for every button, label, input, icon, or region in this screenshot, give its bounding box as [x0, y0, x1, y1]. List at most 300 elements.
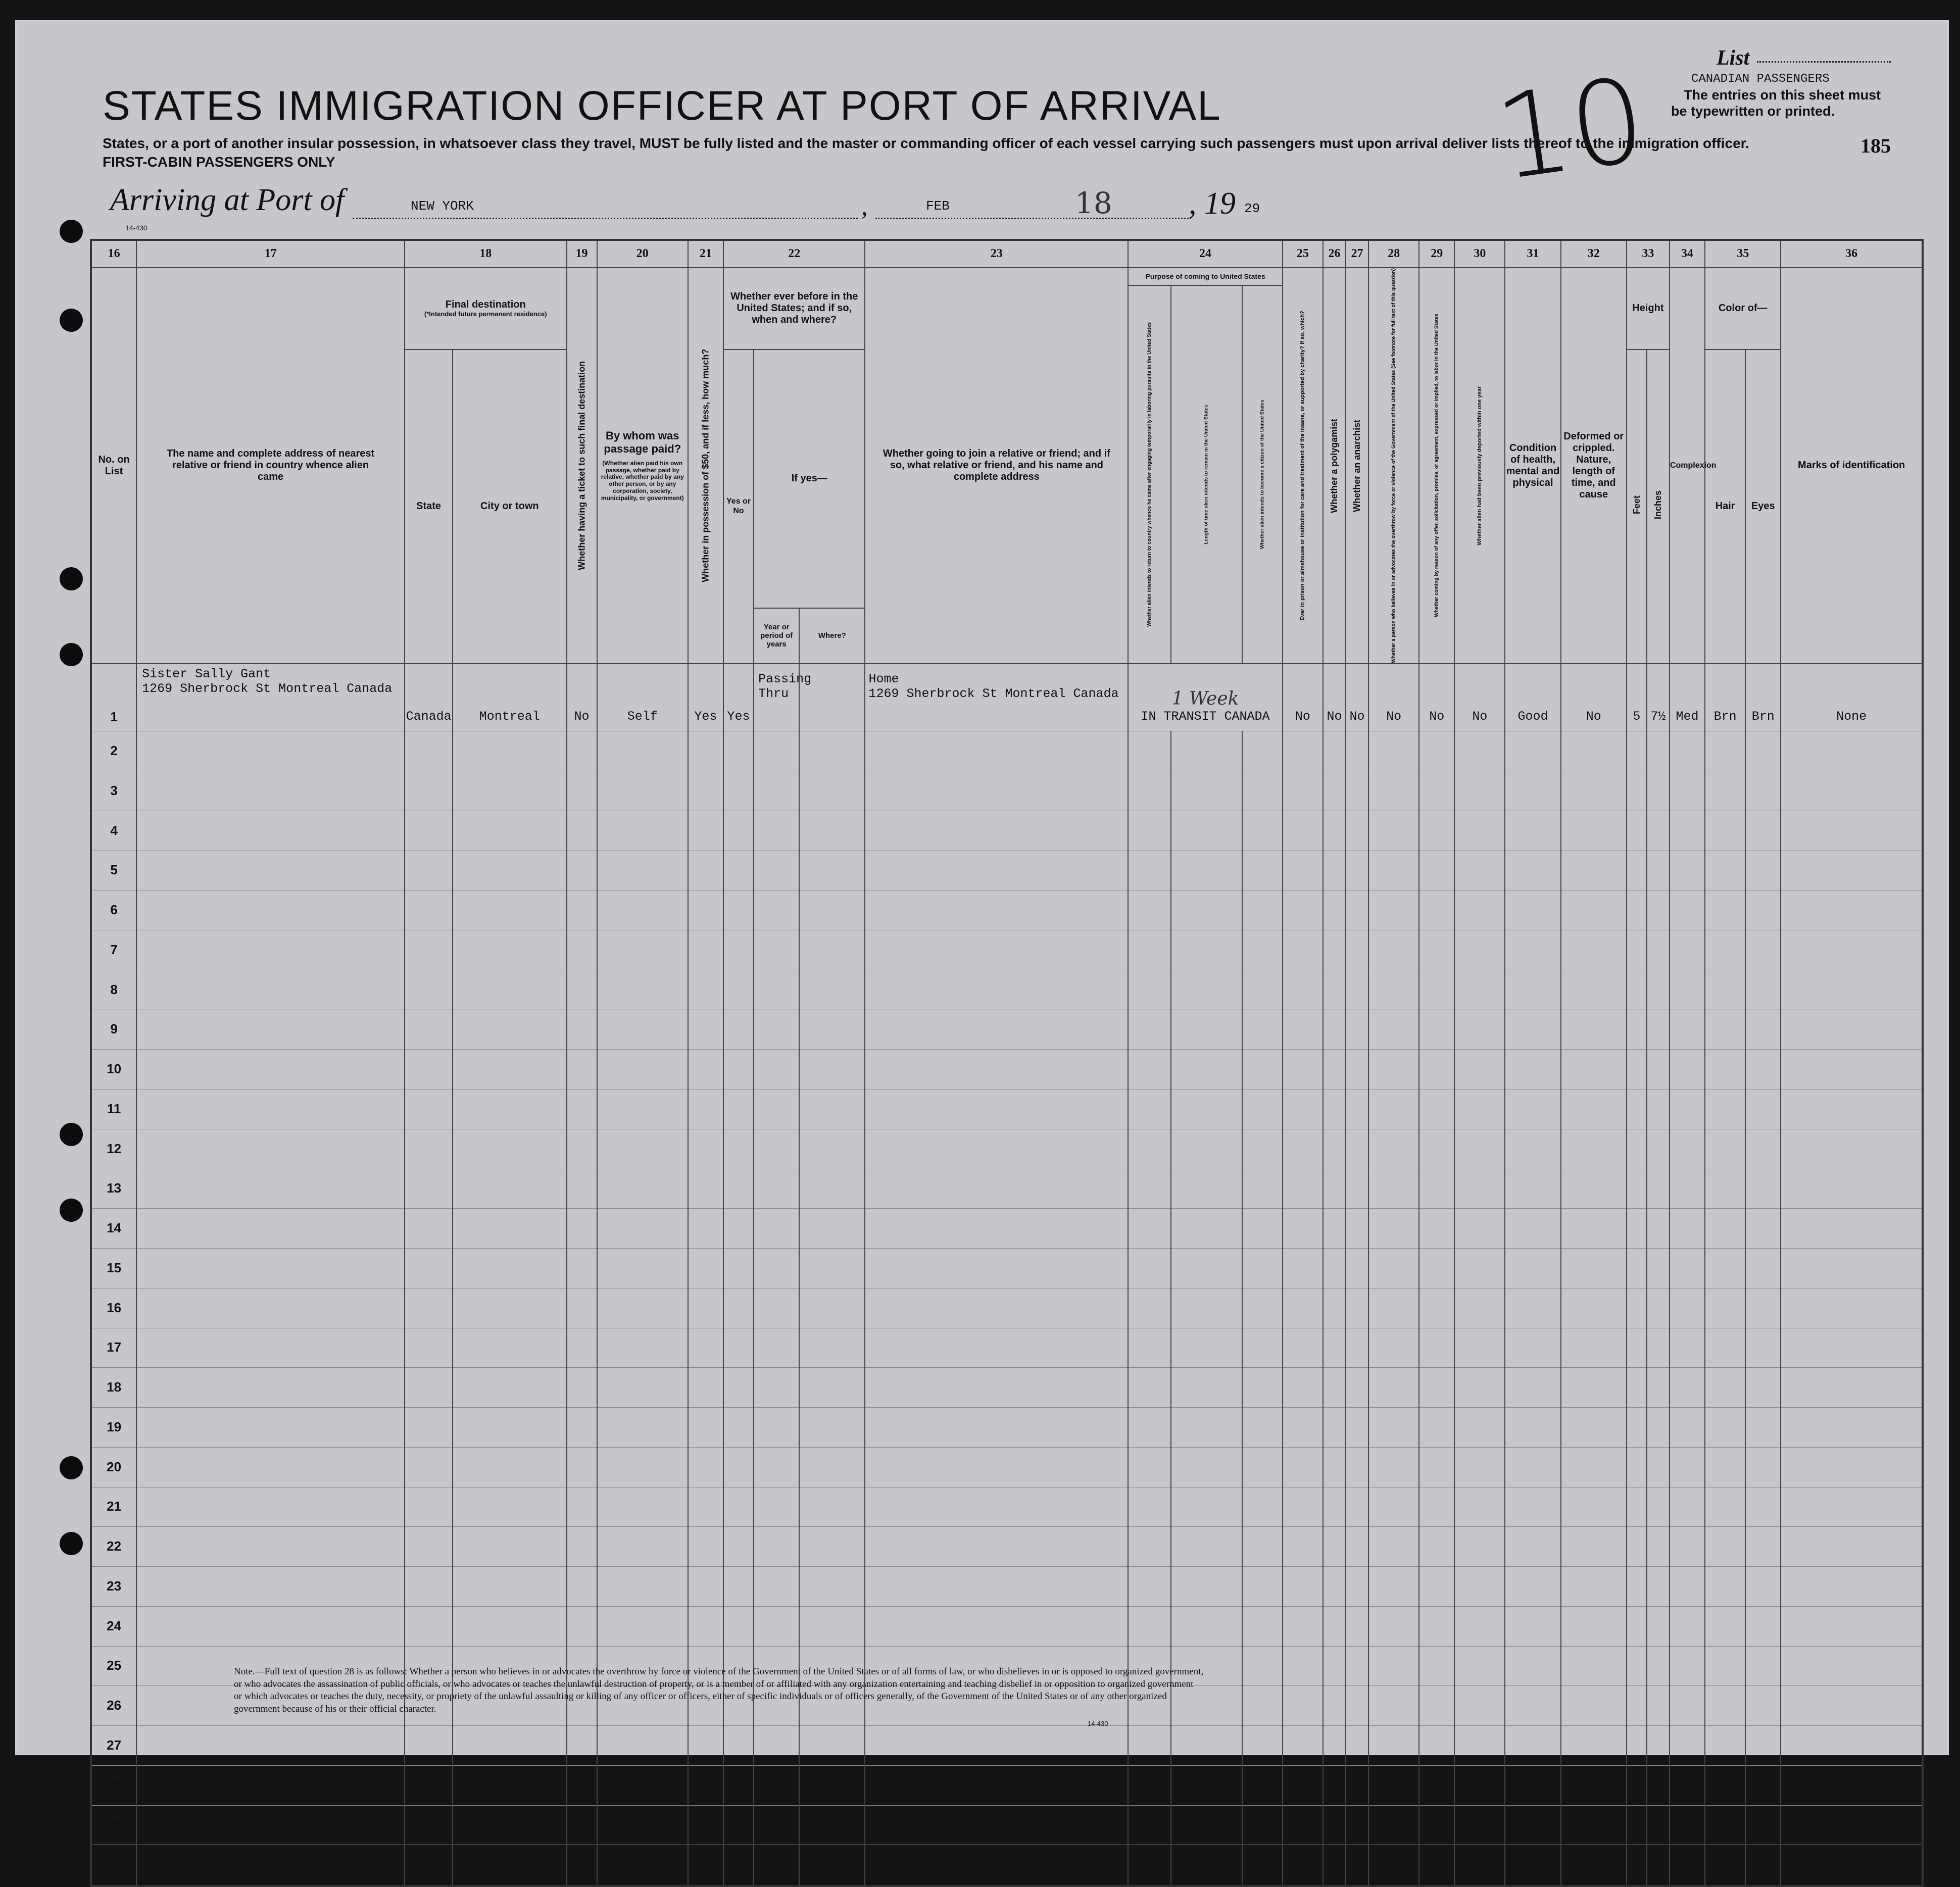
empty-cell: [1781, 1726, 1923, 1766]
complexion-cell: Med: [1670, 664, 1705, 731]
empty-cell: [799, 1408, 865, 1448]
empty-cell: [567, 1050, 597, 1089]
empty-cell: [1745, 1646, 1781, 1686]
length-handwritten: 1 Week: [1171, 688, 1239, 710]
empty-cell: [1705, 1845, 1745, 1886]
empty-cell: [1561, 1567, 1627, 1607]
empty-cell: [723, 1328, 754, 1368]
row-number: 9: [91, 1010, 136, 1050]
empty-cell: [405, 1010, 453, 1050]
empty-cell: [1283, 1805, 1323, 1845]
empty-cell: [136, 1368, 405, 1408]
empty-cell: [1419, 771, 1454, 811]
empty-cell: [1505, 1646, 1560, 1686]
empty-cell: [1505, 1726, 1560, 1766]
class-label: FIRST-CABIN PASSENGERS ONLY: [103, 154, 335, 170]
empty-cell: [567, 1567, 597, 1607]
empty-cell: [1561, 1169, 1627, 1209]
overthrow-cell: No: [1368, 664, 1419, 731]
empty-cell: [1454, 731, 1505, 771]
empty-cell: [1346, 1288, 1368, 1328]
empty-cell: [865, 1726, 1128, 1766]
empty-cell: [1627, 1010, 1647, 1050]
empty-cell: [1419, 811, 1454, 851]
empty-cell: [405, 811, 453, 851]
empty-cell: [1171, 1129, 1242, 1169]
empty-cell: [1627, 1209, 1647, 1249]
empty-cell: [405, 1408, 453, 1448]
empty-cell: [723, 1487, 754, 1527]
empty-cell: [1670, 1368, 1705, 1408]
relative-cell: [136, 664, 405, 731]
empty-cell: [865, 1010, 1128, 1050]
empty-cell: [865, 1765, 1128, 1805]
empty-cell: [754, 1129, 799, 1169]
empty-cell: [1647, 1527, 1670, 1567]
empty-cell: [1670, 1726, 1705, 1766]
empty-cell: [1670, 1249, 1705, 1288]
empty-cell: [1171, 1328, 1242, 1368]
empty-cell: [1561, 1129, 1627, 1169]
empty-cell: [688, 811, 723, 851]
empty-cell: [1561, 1050, 1627, 1089]
empty-cell: [1781, 1527, 1923, 1567]
col-num: 30: [1454, 240, 1505, 268]
empty-cell: [1670, 771, 1705, 811]
empty-cell: [567, 1209, 597, 1249]
empty-cell: [1346, 1567, 1368, 1607]
empty-cell: [405, 1845, 453, 1886]
empty-cell: [1368, 1050, 1419, 1089]
empty-cell: [865, 1606, 1128, 1646]
empty-cell: [688, 970, 723, 1010]
color-of-header: Color of—: [1705, 268, 1781, 350]
empty-cell: [1670, 1447, 1705, 1487]
empty-cell: [136, 731, 405, 771]
empty-cell: [1242, 1129, 1283, 1169]
empty-cell: [1745, 1209, 1781, 1249]
empty-cell: [1705, 1328, 1745, 1368]
empty-cell: [567, 1527, 597, 1567]
empty-cell: [1323, 1805, 1346, 1845]
empty-cell: [688, 1129, 723, 1169]
empty-cell: [1419, 1249, 1454, 1288]
empty-cell: [1627, 1606, 1647, 1646]
empty-cell: [1283, 1328, 1323, 1368]
empty-cell: [1323, 1089, 1346, 1129]
empty-cell: [865, 1249, 1128, 1288]
empty-cell: [1745, 1805, 1781, 1845]
empty-cell: [1283, 1527, 1323, 1567]
empty-cell: [1561, 1845, 1627, 1886]
empty-cell: [1454, 930, 1505, 970]
row-number: 30: [91, 1845, 136, 1886]
empty-cell: [405, 1606, 453, 1646]
col-num: 33: [1627, 240, 1670, 268]
empty-cell: [1283, 1567, 1323, 1607]
empty-cell: [1454, 771, 1505, 811]
row-number: 18: [91, 1368, 136, 1408]
empty-cell: [1627, 851, 1647, 890]
empty-cell: [1346, 1249, 1368, 1288]
hair-cell: Brn: [1705, 664, 1745, 731]
date-line: [875, 218, 1191, 219]
empty-cell: [1128, 1567, 1171, 1607]
empty-cell: [1561, 1606, 1627, 1646]
empty-cell: [1745, 1408, 1781, 1448]
empty-cell: [723, 771, 754, 811]
inches-cell: 7½: [1647, 664, 1670, 731]
table-row: [91, 890, 1923, 930]
empty-cell: [1505, 890, 1560, 930]
empty-cell: [1647, 731, 1670, 771]
empty-cell: [1647, 1646, 1670, 1686]
empty-cell: [688, 1169, 723, 1209]
empty-cell: [1323, 1646, 1346, 1686]
empty-cell: [1561, 1686, 1627, 1726]
empty-cell: [799, 811, 865, 851]
empty-cell: [597, 1050, 688, 1089]
empty-cell: [1419, 1487, 1454, 1527]
empty-cell: [1505, 1249, 1560, 1288]
empty-cell: [723, 1567, 754, 1607]
empty-cell: [1705, 731, 1745, 771]
empty-cell: [1505, 1209, 1560, 1249]
empty-cell: [754, 811, 799, 851]
empty-cell: [1781, 1050, 1923, 1089]
empty-cell: [1647, 1129, 1670, 1169]
empty-cell: [1171, 771, 1242, 811]
empty-cell: [865, 1129, 1128, 1169]
empty-cell: [754, 890, 799, 930]
empty-cell: [688, 1805, 723, 1845]
table-row: [91, 664, 1923, 731]
empty-cell: [754, 970, 799, 1010]
empty-cell: [1346, 1606, 1368, 1646]
empty-cell: [1242, 930, 1283, 970]
year-value: 29: [1244, 201, 1260, 216]
empty-cell: [1323, 771, 1346, 811]
empty-cell: [1346, 1805, 1368, 1845]
empty-cell: [1242, 811, 1283, 851]
empty-cell: [1171, 731, 1242, 771]
empty-cell: [405, 890, 453, 930]
col-num: 27: [1346, 240, 1368, 268]
empty-cell: [1346, 1845, 1368, 1886]
empty-cell: [1171, 1567, 1242, 1607]
empty-cell: [1561, 890, 1627, 930]
empty-cell: [1368, 1487, 1419, 1527]
empty-cell: [1346, 1487, 1368, 1527]
empty-cell: [453, 1408, 566, 1448]
empty-cell: [1323, 851, 1346, 890]
empty-cell: [1283, 1249, 1323, 1288]
comma-1: ,: [861, 192, 868, 220]
empty-cell: [567, 1169, 597, 1209]
empty-cell: [1283, 970, 1323, 1010]
empty-cell: [1561, 1805, 1627, 1845]
empty-cell: [1454, 1567, 1505, 1607]
empty-cell: [1647, 1606, 1670, 1646]
empty-cell: [1346, 1447, 1368, 1487]
deported-header: Whether alien had been previously deported within one year: [1454, 268, 1505, 664]
empty-cell: [136, 1606, 405, 1646]
empty-cell: [1346, 1328, 1368, 1368]
empty-cell: [1505, 1447, 1560, 1487]
empty-cell: [1745, 851, 1781, 890]
empty-cell: [1323, 1010, 1346, 1050]
empty-cell: [754, 1805, 799, 1845]
empty-cell: [1242, 1209, 1283, 1249]
empty-cell: [1171, 1408, 1242, 1448]
empty-cell: [688, 1249, 723, 1288]
empty-cell: [1283, 1646, 1323, 1686]
day-value: 18: [1075, 186, 1112, 220]
empty-cell: [136, 1845, 405, 1886]
empty-cell: [1171, 1089, 1242, 1129]
empty-cell: [1419, 970, 1454, 1010]
empty-cell: [597, 1567, 688, 1607]
empty-cell: [453, 1765, 566, 1805]
empty-cell: [1781, 731, 1923, 771]
empty-cell: [1670, 1169, 1705, 1209]
empty-cell: [1627, 930, 1647, 970]
empty-cell: [1505, 1368, 1560, 1408]
ever-before-header: Whether ever before in the United States; and if so, when and where?: [723, 268, 865, 350]
empty-cell: [1242, 970, 1283, 1010]
empty-cell: [453, 1249, 566, 1288]
row-number: 17: [91, 1328, 136, 1368]
empty-cell: [1670, 1010, 1705, 1050]
empty-cell: [1561, 1010, 1627, 1050]
empty-cell: [1505, 1129, 1560, 1169]
empty-cell: [723, 1010, 754, 1050]
empty-cell: [567, 1129, 597, 1169]
table-row: [91, 1129, 1923, 1169]
empty-cell: [1128, 1129, 1171, 1169]
empty-cell: [1670, 1408, 1705, 1448]
empty-cell: [597, 771, 688, 811]
table-row: [91, 1050, 1923, 1089]
empty-cell: [1561, 1089, 1627, 1129]
empty-cell: [1745, 1328, 1781, 1368]
row-number: 1: [91, 664, 136, 731]
empty-cell: [1781, 1368, 1923, 1408]
empty-cell: [1454, 970, 1505, 1010]
empty-cell: [1505, 1567, 1560, 1607]
empty-cell: [1561, 1726, 1627, 1766]
row-number: 24: [91, 1606, 136, 1646]
empty-cell: [567, 890, 597, 930]
empty-cell: [1627, 1447, 1647, 1487]
table-row: [91, 1368, 1923, 1408]
empty-cell: [136, 1288, 405, 1328]
empty-cell: [1705, 1805, 1745, 1845]
empty-cell: [1647, 1567, 1670, 1607]
empty-cell: [688, 1089, 723, 1129]
empty-cell: [1171, 930, 1242, 970]
empty-cell: [1128, 1726, 1171, 1766]
empty-cell: [1323, 1249, 1346, 1288]
empty-cell: [567, 1805, 597, 1845]
empty-cell: [1283, 1606, 1323, 1646]
empty-cell: [1781, 970, 1923, 1010]
empty-cell: [597, 1447, 688, 1487]
empty-cell: [723, 1209, 754, 1249]
table-row: [91, 851, 1923, 890]
empty-cell: [597, 1527, 688, 1567]
if-yes-header: If yes—: [754, 350, 865, 608]
empty-cell: [1647, 811, 1670, 851]
empty-cell: [1561, 1408, 1627, 1448]
empty-cell: [1745, 1567, 1781, 1607]
empty-cell: [1368, 1129, 1419, 1169]
empty-cell: [1346, 1209, 1368, 1249]
empty-cell: [1346, 1050, 1368, 1089]
empty-cell: [1368, 890, 1419, 930]
empty-cell: [136, 1805, 405, 1845]
empty-cell: [597, 811, 688, 851]
empty-cell: [1454, 1447, 1505, 1487]
empty-cell: [1242, 1050, 1283, 1089]
empty-cell: [1745, 970, 1781, 1010]
empty-cell: [1283, 1169, 1323, 1209]
empty-cell: [1454, 1408, 1505, 1448]
empty-cell: [1781, 1805, 1923, 1845]
empty-cell: [1705, 1447, 1745, 1487]
empty-cell: [453, 1368, 566, 1408]
empty-cell: [1745, 1726, 1781, 1766]
empty-cell: [865, 970, 1128, 1010]
empty-cell: [453, 811, 566, 851]
empty-cell: [723, 731, 754, 771]
empty-cell: [1670, 1845, 1705, 1886]
join-line-1: Home: [868, 671, 899, 686]
empty-cell: [799, 1765, 865, 1805]
empty-cell: [597, 1765, 688, 1805]
col-num: 21: [688, 240, 723, 268]
empty-cell: [1705, 811, 1745, 851]
empty-cell: [688, 1050, 723, 1089]
deformed-cell: No: [1561, 664, 1627, 731]
list-label: List: [1717, 46, 1750, 70]
empty-cell: [1346, 890, 1368, 930]
empty-cell: [453, 1805, 566, 1845]
empty-cell: [1419, 1606, 1454, 1646]
empty-cell: [688, 930, 723, 970]
empty-cell: [1647, 1447, 1670, 1487]
empty-cell: [1346, 1368, 1368, 1408]
empty-cell: [865, 1447, 1128, 1487]
punch-hole: [60, 1532, 83, 1555]
row-number: 19: [91, 1408, 136, 1448]
empty-cell: [1128, 811, 1171, 851]
row-number: 20: [91, 1447, 136, 1487]
empty-cell: [136, 1209, 405, 1249]
empty-cell: [1561, 811, 1627, 851]
table-row: [91, 1606, 1923, 1646]
row-number: 22: [91, 1527, 136, 1567]
empty-cell: [1419, 1050, 1454, 1089]
empty-cell: [597, 1368, 688, 1408]
empty-cell: [1670, 811, 1705, 851]
final-destination-sub: (*Intended future permanent residence): [424, 310, 547, 318]
empty-cell: [688, 1527, 723, 1567]
empty-cell: [1647, 1288, 1670, 1328]
table-row: [91, 811, 1923, 851]
empty-cell: [1171, 1288, 1242, 1328]
empty-cell: [723, 970, 754, 1010]
empty-cell: [1283, 1010, 1323, 1050]
empty-cell: [723, 1169, 754, 1209]
empty-cell: [1368, 771, 1419, 811]
empty-cell: [1368, 1288, 1419, 1328]
empty-cell: [567, 771, 597, 811]
empty-cell: [1171, 1169, 1242, 1209]
empty-cell: [1505, 1686, 1560, 1726]
empty-cell: [1346, 851, 1368, 890]
no-on-list-header: No. on List: [91, 268, 136, 664]
empty-cell: [1670, 1805, 1705, 1845]
join-line-2: 1269 Sherbrock St Montreal Canada: [868, 686, 1119, 701]
empty-cell: [1323, 1328, 1346, 1368]
empty-cell: [1368, 1686, 1419, 1726]
row-number: 26: [91, 1686, 136, 1726]
empty-cell: [1627, 1845, 1647, 1886]
paid-by-cell: Self: [597, 664, 688, 731]
yes-no-header: Yes or No: [723, 350, 754, 664]
empty-cell: [1781, 1686, 1923, 1726]
empty-cell: [688, 1726, 723, 1766]
empty-cell: [1647, 771, 1670, 811]
become-citizen-header: Whether alien intends to become a citizen of the United States: [1242, 285, 1283, 664]
empty-cell: [1627, 1646, 1647, 1686]
empty-cell: [405, 1129, 453, 1169]
empty-cell: [865, 771, 1128, 811]
empty-cell: [1368, 1447, 1419, 1487]
empty-cell: [1705, 890, 1745, 930]
anarchist-header: Whether an anarchist: [1346, 268, 1368, 664]
port-value: NEW YORK: [411, 198, 474, 214]
empty-cell: [1242, 1249, 1283, 1288]
empty-cell: [1419, 1089, 1454, 1129]
table-row: [91, 1487, 1923, 1527]
row-number: 14: [91, 1209, 136, 1249]
empty-cell: [1505, 1408, 1560, 1448]
empty-cell: [453, 1089, 566, 1129]
empty-cell: [1368, 1209, 1419, 1249]
empty-cell: [865, 731, 1128, 771]
empty-cell: [723, 1606, 754, 1646]
empty-cell: [799, 1527, 865, 1567]
empty-cell: [1781, 811, 1923, 851]
empty-cell: [754, 1368, 799, 1408]
empty-cell: [1705, 1567, 1745, 1607]
empty-cell: [1171, 1765, 1242, 1805]
final-destination-header: [405, 268, 567, 350]
empty-cell: [1242, 1328, 1283, 1368]
empty-cell: [1242, 1010, 1283, 1050]
empty-cell: [754, 731, 799, 771]
health-cell: Good: [1505, 664, 1560, 731]
empty-cell: [754, 1765, 799, 1805]
empty-cell: [723, 1527, 754, 1567]
empty-cell: [754, 1408, 799, 1448]
empty-cell: [1242, 1765, 1283, 1805]
empty-cell: [1454, 1129, 1505, 1169]
empty-cell: [1647, 1845, 1670, 1886]
list-stamp: CANADIAN PASSENGERS: [1691, 72, 1830, 86]
